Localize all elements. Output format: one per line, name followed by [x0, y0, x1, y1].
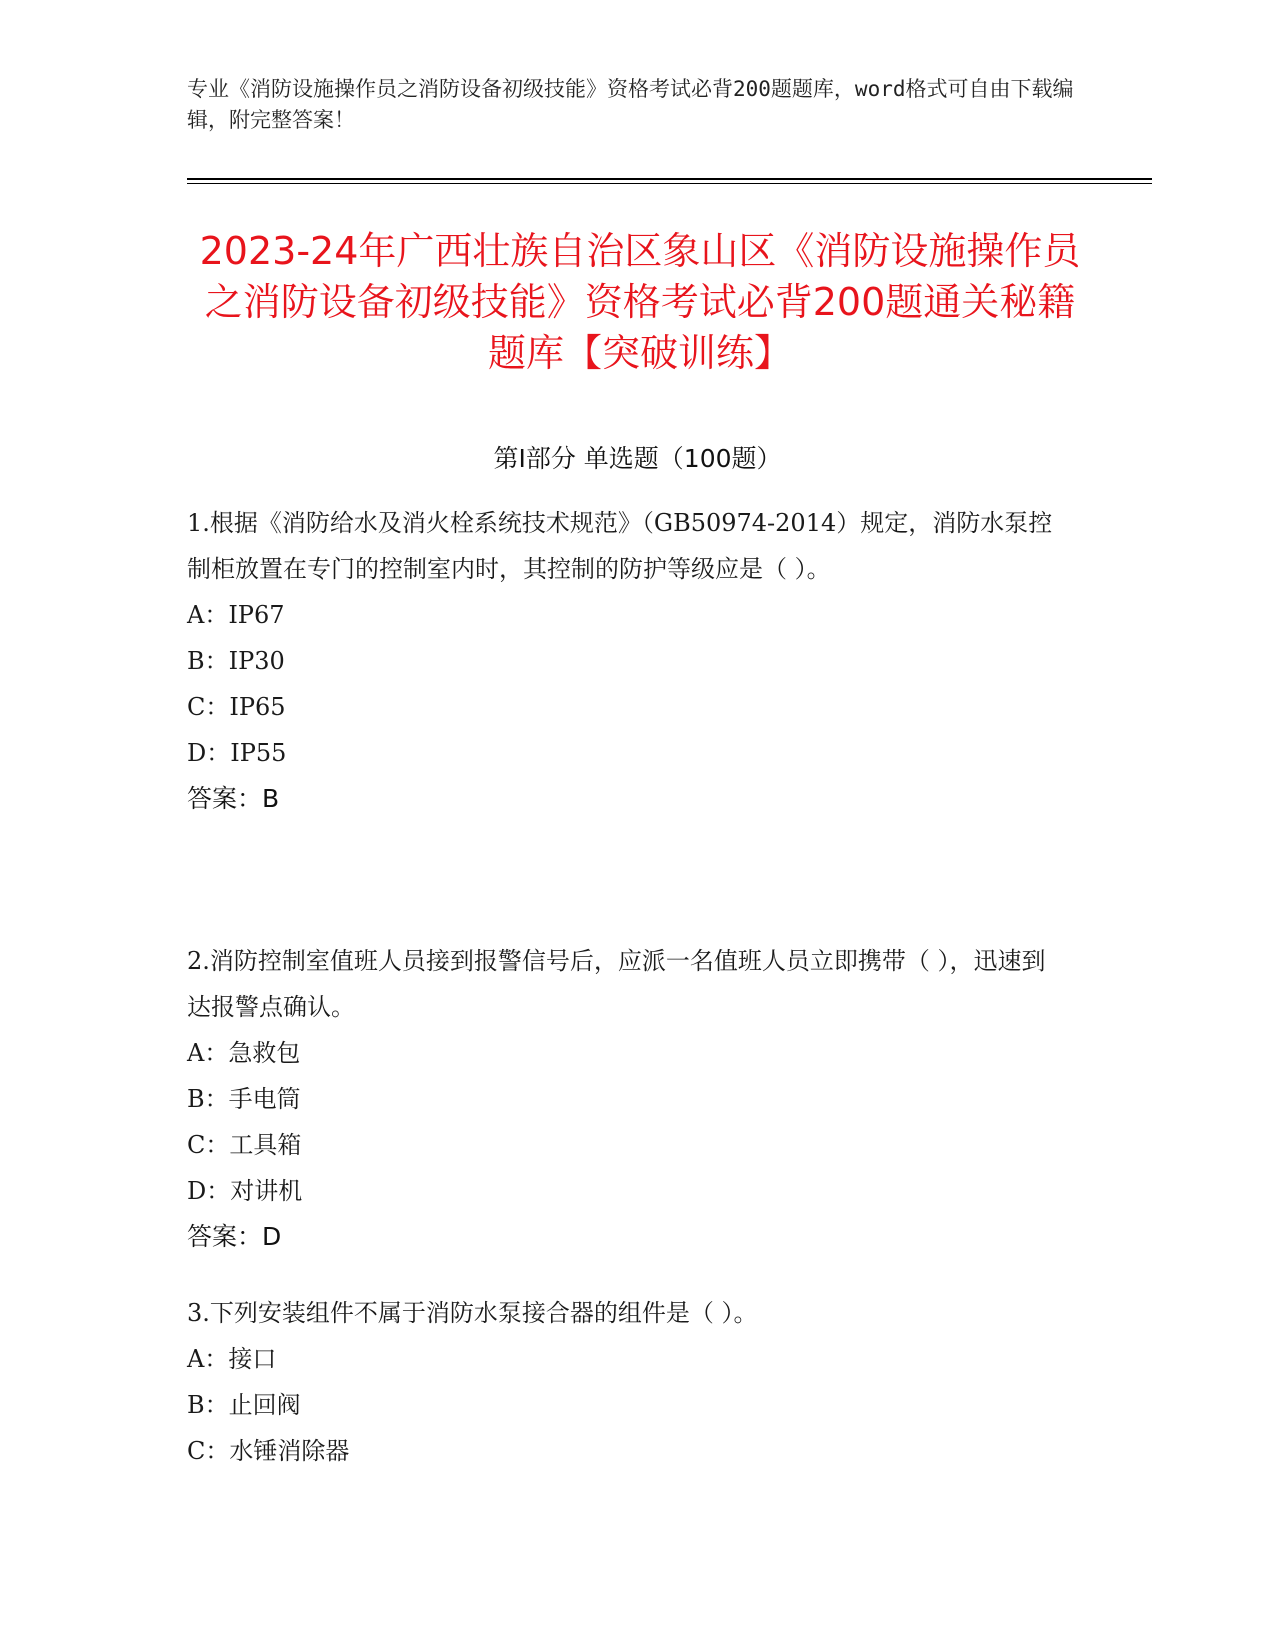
question-1 — [187, 500, 1067, 822]
question-2 — [187, 938, 1067, 1260]
option-b: B：手电筒 — [187, 1085, 301, 1113]
question-text: 1.根据《消防给水及消火栓系统技术规范》（GB50974-2014）规定，消防水泵控制柜放置在专门的控制室内时，其控制的防护等级应是（ ）。 — [187, 509, 1053, 583]
answer: 答案：B — [187, 784, 280, 813]
question-text: 3.下列安装组件不属于消防水泵接合器的组件是（ ）。 — [187, 1299, 758, 1327]
document-title: 2023-24年广西壮族自治区象山区《消防设施操作员之消防设备初级技能》资格考试必背200题通关秘籍题库【突破训练】 — [199, 229, 1081, 375]
question-text: 2.消防控制室值班人员接到报警信号后，应派一名值班人员立即携带（ ），迅速到达报警点确认。 — [187, 947, 1046, 1021]
option-d: D：对讲机 — [187, 1177, 303, 1205]
header-note: 专业《消防设施操作员之消防设备初级技能》资格考试必背200题题库，word格式可自由下载编辑，附完整答案！ — [187, 77, 1074, 132]
section-heading: 第Ⅰ部分 单选题（100题） — [493, 444, 782, 473]
option-b: B：止回阀 — [187, 1391, 301, 1419]
option-a: A：接口 — [187, 1345, 277, 1373]
answer: 答案：D — [187, 1222, 282, 1251]
option-c: C：工具箱 — [187, 1131, 302, 1159]
option-d: D：IP55 — [187, 739, 287, 767]
question-3 — [187, 1290, 1067, 1474]
option-b: B：IP30 — [187, 647, 285, 675]
option-c: C：水锤消除器 — [187, 1437, 350, 1465]
header-divider-thin — [187, 183, 1152, 184]
option-a: A：IP67 — [187, 601, 285, 629]
option-c: C：IP65 — [187, 693, 286, 721]
option-a: A：急救包 — [187, 1039, 301, 1067]
header-divider-thick — [187, 178, 1152, 180]
